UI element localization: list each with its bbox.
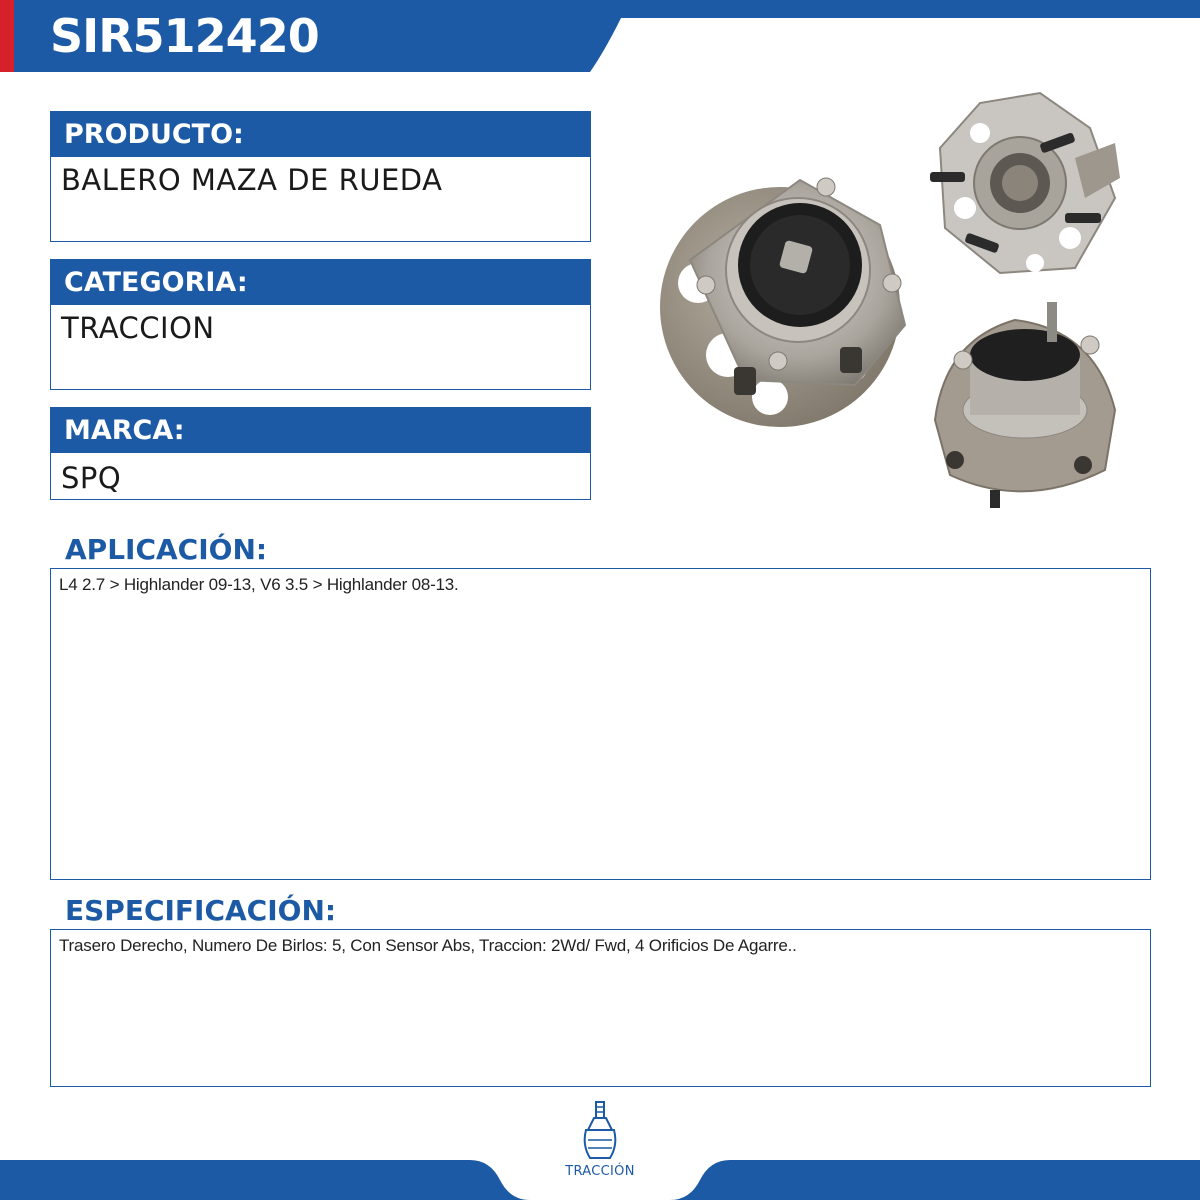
producto-label: PRODUCTO: — [51, 112, 590, 157]
categoria-value: TRACCION — [61, 311, 215, 345]
categoria-label: CATEGORIA: — [51, 260, 590, 305]
wheel-hub-front-image — [650, 165, 915, 430]
aplicacion-title: APLICACIÓN: — [65, 533, 268, 566]
aplicacion-text: L4 2.7 > Highlander 09-13, V6 3.5 > Highlander 08-13. — [59, 575, 459, 594]
footer-label: TRACCIÓN — [565, 1164, 635, 1179]
marca-value: SPQ — [61, 461, 122, 495]
marca-box — [50, 407, 591, 500]
cv-joint-icon — [582, 1100, 618, 1162]
producto-value: BALERO MAZA DE RUEDA — [61, 163, 443, 197]
marca-label: MARCA: — [51, 408, 590, 453]
wheel-hub-flange-image — [925, 88, 1125, 288]
part-number: SIR512420 — [50, 9, 319, 63]
especificacion-text: Trasero Derecho, Numero De Birlos: 5, Con Sensor Abs, Traccion: 2Wd/ Fwd, 4 Orificios De Agarre.. — [59, 936, 797, 955]
producto-box — [50, 111, 591, 242]
categoria-box — [50, 259, 591, 390]
especificacion-box — [50, 929, 1151, 1087]
aplicacion-box — [50, 568, 1151, 880]
wheel-hub-sensor-image — [925, 300, 1125, 510]
especificacion-title: ESPECIFICACIÓN: — [65, 894, 337, 927]
